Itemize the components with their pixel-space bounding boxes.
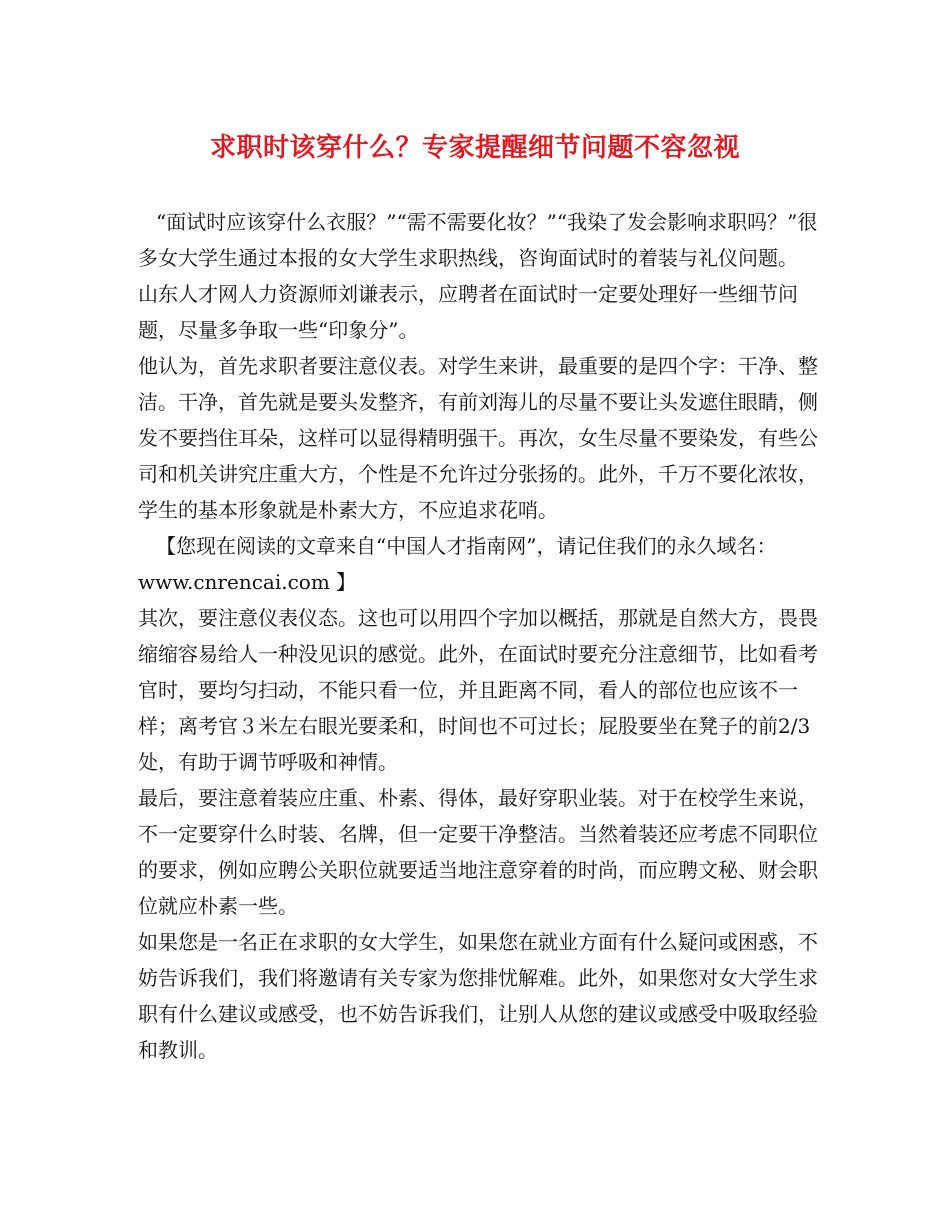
paragraph-manner: 其次，要注意仪表仪态。这也可以用四个字加以概括，那就是自然大方，畏畏缩缩容易给人一种没见识的感觉。此外，在面试时要充分注意细节，比如看考官时，要均匀扫动，不能只看一位，并且距离不同，看人的部位也应该不一样；离考官３米左右眼光要柔和，时间也不可过长；屁股要坐在凳子的前2/3处，有助于调节呼吸和神情。 [138, 606, 818, 774]
paragraph-intro: “面试时应该穿什么衣服？”“需不需要化妆？”“我染了发会影响求职吗？”很多女大学生通过本报的女大学生求职热线，咨询面试时的着装与礼仪问题。 [138, 210, 818, 270]
paragraph-expert-statement: 山东人才网人力资源师刘谦表示，应聘者在面试时一定要处理好一些细节问题，尽量多争取一些“印象分”。 [138, 282, 798, 342]
article-body [138, 204, 828, 1068]
paragraph-source-notice: 【您现在阅读的文章来自“中国人才指南网”，请记住我们的永久域名：www.cnrencai.com 】 [138, 534, 777, 594]
paragraph-attire: 最后，要注意着装应庄重、朴素、得体，最好穿职业装。对于在校学生来说，不一定要穿什么时装、名牌，但一定要干净整洁。当然着装还应考虑不同职位的要求，例如应聘公关职位就要适当地注意穿着的时尚，而应聘文秘、财会职位就应朴素一些。 [138, 786, 818, 918]
paragraph-appearance: 他认为，首先求职者要注意仪表。对学生来讲，最重要的是四个字：干净、整洁。干净，首先就是要头发整齐，有前刘海儿的尽量不要让头发遮住眼睛，侧发不要挡住耳朵，这样可以显得精明强干。再次，女生尽量不要染发，有些公司和机关讲究庄重大方，个性是不允许过分张扬的。此外，千万不要化浓妆，学生的基本形象就是朴素大方，不应追求花哨。 [138, 354, 818, 522]
article-title: 求职时该穿什么？专家提醒细节问题不容忽视 [209, 133, 740, 163]
paragraph-closing: 如果您是一名正在求职的女大学生，如果您在就业方面有什么疑问或困惑，不妨告诉我们，我们将邀请有关专家为您排忧解难。此外，如果您对女大学生求职有什么建议或感受，也不妨告诉我们，让别人从您的建议或感受中吸取经验和教训。 [138, 930, 818, 1062]
